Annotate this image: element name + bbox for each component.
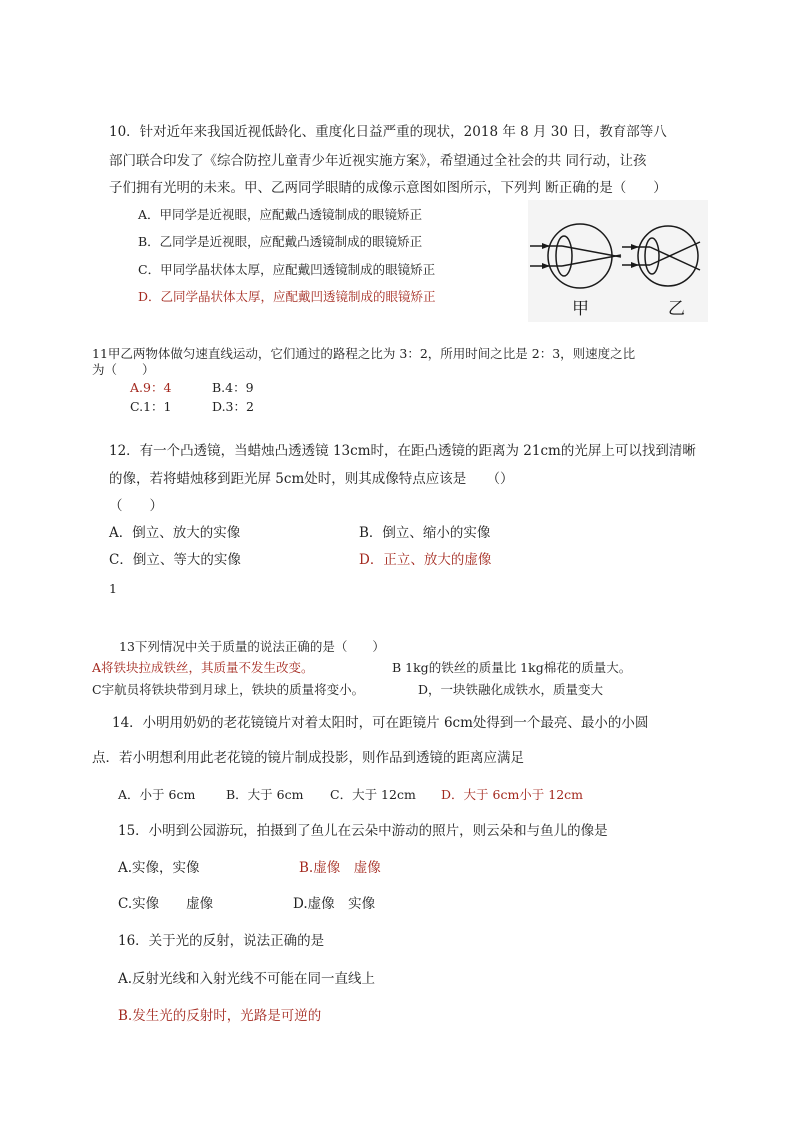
figure-label-right: 乙 xyxy=(668,299,685,319)
q10-option-b: B．乙同学是近视眼，应配戴凸透镜制成的眼镜矫正 xyxy=(138,234,423,249)
q12-option-a: A．倒立、放大的实像 xyxy=(109,525,241,541)
q13-option-a: A将铁块拉成铁丝，其质量不发生改变。 xyxy=(92,660,314,675)
q11-line1: 11甲乙两物体做匀速直线运动，它们通过的路程之比为 3：2，所用时间之比是 2：3，则速度之比 xyxy=(92,346,636,361)
q10-line1: 10．针对近年来我国近视低龄化、重度化日益严重的现状，2018 年 8 月 30 日，教育部等八 xyxy=(109,124,667,140)
q14-option-b: B．大于 6cm xyxy=(226,787,304,802)
q14-option-c: C．大于 12cm xyxy=(330,787,416,802)
q12-line2: 的像，若将蜡烛移到距光屏 5cm处时，则其成像特点应该是 （） xyxy=(109,471,514,487)
figure-label-left: 甲 xyxy=(572,299,589,319)
q13-option-b: B 1kg的铁丝的质量比 1kg棉花的质量大。 xyxy=(392,660,632,675)
q10-line2: 部门联合印发了《综合防控儿童青少年近视实施方案》，希望通过全社会的共 同行动，让孩 xyxy=(109,153,647,169)
q10-option-d: D．乙同学晶状体太厚，应配戴凹透镜制成的眼镜矫正 xyxy=(138,289,436,304)
q11-option-c: C.1：1 xyxy=(130,399,172,414)
q14-line1: 14．小明用奶奶的老花镜镜片对着太阳时，可在距镜片 6cm处得到一个最亮、最小的小圆 xyxy=(112,715,649,731)
q16-option-b: B.发生光的反射时，光路是可逆的 xyxy=(118,1008,322,1024)
q10-option-c: C．甲同学晶状体太厚，应配戴凹透镜制成的眼镜矫正 xyxy=(138,262,436,277)
q15-option-b: B.虚像 虚像 xyxy=(299,860,381,876)
q14-option-a: A．小于 6cm xyxy=(118,787,196,802)
q10-line3: 子们拥有光明的未来。甲、乙两同学眼睛的成像示意图如图所示，下列判 断正确的是（ ） xyxy=(109,180,667,196)
stray-number: 1 xyxy=(109,581,117,596)
q12-option-c: C．倒立、等大的实像 xyxy=(109,552,241,568)
q15-option-d: D.虚像 实像 xyxy=(293,896,376,912)
q11-option-d: D.3：2 xyxy=(212,399,254,414)
q12-line1: 12．有一个凸透镜，当蜡烛凸透透镜 13cm时，在距凸透镜的距离为 21cm的光屏上可以找到清晰 xyxy=(109,443,696,459)
q14-line2: 点．若小明想利用此老花镜的镜片制成投影，则作品到透镜的距离应满足 xyxy=(92,750,524,766)
q13-option-d: D，一块铁融化成铁水，质量变大 xyxy=(418,682,604,697)
q11-option-b: B.4：9 xyxy=(212,380,254,395)
q13-option-c: C宇航员将铁块带到月球上，铁块的质量将变小。 xyxy=(92,682,365,697)
q15-stem: 15．小明到公园游玩，拍摄到了鱼儿在云朵中游动的照片，则云朵和与鱼儿的像是 xyxy=(118,823,608,839)
q12-option-d: D．正立、放大的虚像 xyxy=(359,552,492,568)
q14-option-d: D．大于 6cm小于 12cm xyxy=(441,787,584,802)
q10-option-a: A．甲同学是近视眼，应配戴凸透镜制成的眼镜矫正 xyxy=(138,207,423,222)
eye-diagram-figure xyxy=(528,200,708,322)
q13-stem: 13下列情况中关于质量的说法正确的是（ ） xyxy=(119,639,385,654)
q16-stem: 16．关于光的反射，说法正确的是 xyxy=(118,933,325,949)
q11-option-a: A.9：4 xyxy=(130,380,172,395)
q12-option-b: B．倒立、缩小的实像 xyxy=(359,525,491,541)
q15-option-a: A.实像，实像 xyxy=(118,860,200,876)
q11-line2: 为（ ） xyxy=(92,362,155,377)
q16-option-a: A.反射光线和入射光线不可能在同一直线上 xyxy=(118,971,376,987)
q15-option-c: C.实像 虚像 xyxy=(118,896,214,912)
q12-line3: （ ） xyxy=(109,498,163,514)
